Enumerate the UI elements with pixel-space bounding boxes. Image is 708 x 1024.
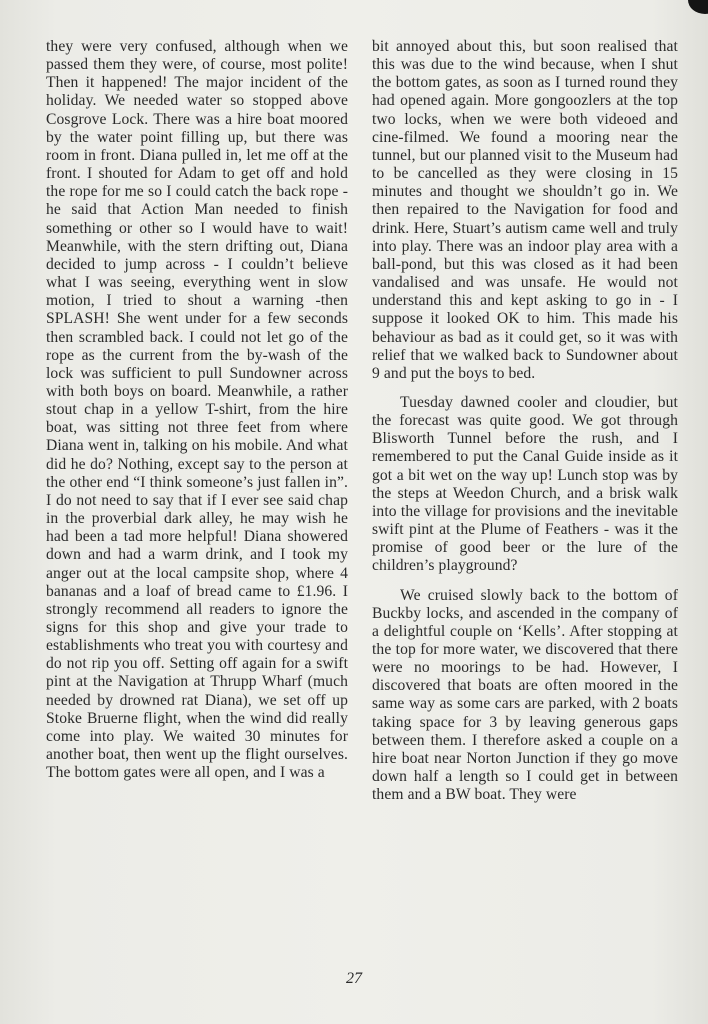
page-corner-shadow xyxy=(688,0,708,14)
right-paragraph-2: Tuesday dawned cooler and cloudier, but the forecast was quite good. We got through Blisworth Tunnel before the rush, and I remembered to put the Canal Guide inside as it got a bit wet on the way up! Lunch stop was by the steps at Weedon Church, and a brisk walk into the village for provisions and the inevitable swift pint at the Plume of Feathers - was it the promise of good beer or the lure of the children’s playground? xyxy=(372,393,678,575)
page-number: 27 xyxy=(346,970,362,987)
right-text-column xyxy=(372,38,678,815)
right-paragraph-1: bit annoyed about this, but soon realised that this was due to the wind because, when I shut the bottom gates, as soon as I turned round they had opened again. More gongoozlers at the top two locks, when we were both videoed and cine-filmed. We found a mooring near the tunnel, but our planned visit to the Museum had to be cancelled as they were closing in 15 minutes and thought we shouldn’t go in. We then repaired to the Navigation for food and drink. Here, Stuart’s autism came well and truly into play. There was an indoor play area with a ball-pond, but this was closed as it had been vandalised and was unsafe. He would not understand this and kept asking to go in - I suppose it looked OK to him. This made his behaviour as bad as it could get, so it was with relief that we walked back to Sundowner about 9 and put the boys to bed. xyxy=(372,38,678,382)
left-paragraph-1: they were very confused, although when we passed them they were, of course, most polite! Then it happened! The major incident of the holiday. We needed water so stopped above Cosgrove Lock. There was a hire boat moored by the water point filling up, but there was room in front. Diana pulled in, let me off at the front. I shouted for Adam to get off and hold the rope for me so I could catch the back rope - he said that Action Man needed to finish something or other so I would have to wait! Meanwhile, with the stern drifting out, Diana decided to jump across - I couldn’t believe what I was seeing, everything went in slow motion, I tried to shout a warning -then SPLASH! She went under for a few seconds then scrambled back. I could not let go of the rope as the current from the by-wash of the lock was sufficient to pull Sundowner across with both boys on board. Meanwhile, a rather stout chap in a yellow T-shirt, from the hire boat, was sitting not three feet from where Diana went in, talking on his mobile. And what did he do? Nothing, except say to the person at the other end “I think someone’s just fallen in”. I do not need to say that if I ever see said chap in the proverbial dark alley, he may wish he had been a tad more helpful! Diana showered down and had a warm drink, and I took my anger out at the local campsite shop, where 4 bananas and a loaf of bread came to £1.96. I strongly recommend all readers to ignore the signs for this shop and give your trade to establishments who treat you with courtesy and do not rip you off. Setting off again for a swift pint at the Navigation at Thrupp Wharf (much needed by drowned rat Diana), we set off up Stoke Bruerne flight, when the wind did really come into play. We waited 30 minutes for another boat, then went up the flight ourselves. The bottom gates were all open, and I was a xyxy=(46,38,348,782)
right-paragraph-3: We cruised slowly back to the bottom of Buckby locks, and ascended in the company of a delightful couple on ‘Kells’. After stopping at the top for more water, we discovered that there were no moorings to be had. However, I discovered that boats are often moored in the same way as some cars are parked, with 2 boats taking space for 3 by leaving generous gaps between them. I therefore asked a couple on a hire boat near Norton Junction if they go move down half a length so I could get in between them and a BW boat. They were xyxy=(372,586,678,804)
left-text-column xyxy=(46,38,348,793)
